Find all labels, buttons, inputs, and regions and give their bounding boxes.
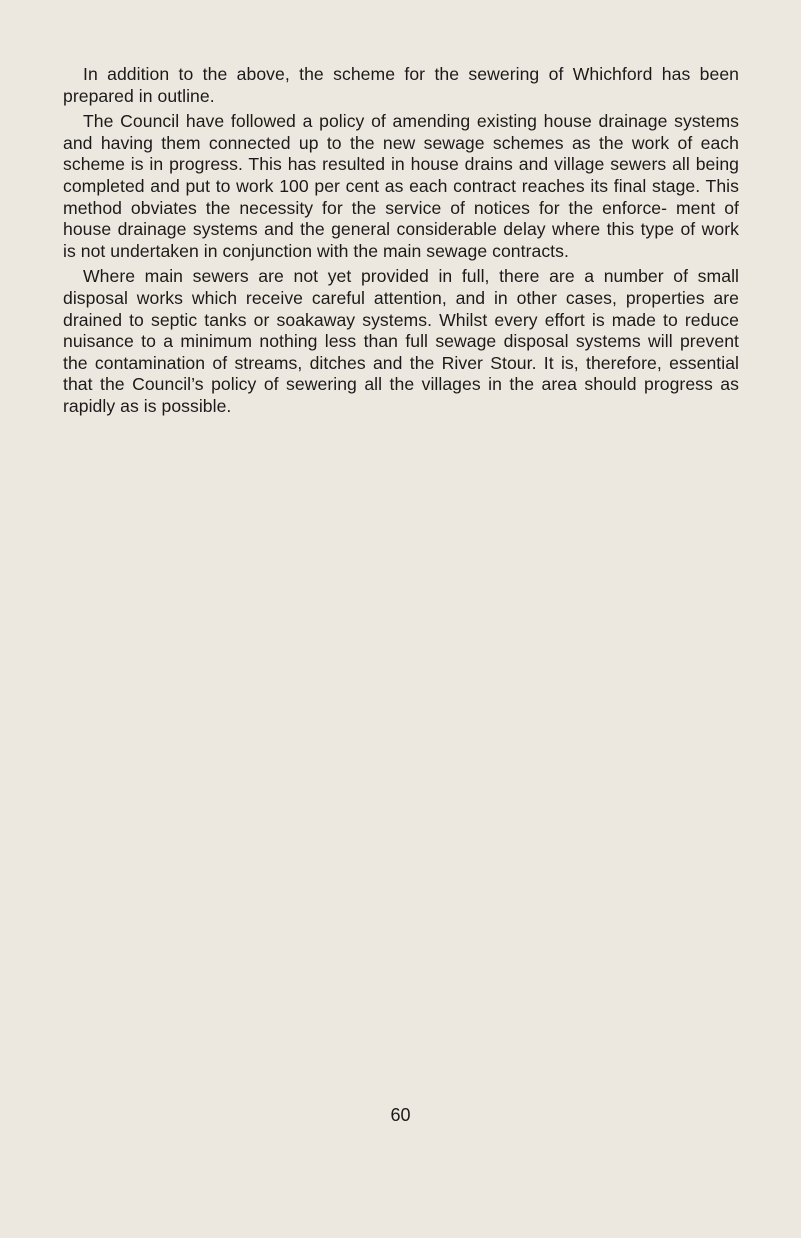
page-number: 60 (390, 1105, 411, 1125)
paragraph-disposal-works: Where main sewers are not yet provided in full, there are a number of small disposal works which receive careful attention, and in other cases, properties are drained to septic tanks or soakaway systems. Whilst every effort is made to reduce nuisance to a minimum nothing less than full sewage disposal systems will prevent the contamination of streams, ditches and the River Stour. It is, therefore, essential that the Council’s policy of sewering all the villages in the area should progress as rapidly as is possible. (63, 266, 739, 416)
paragraph-house-drainage-policy: The Council have followed a policy of amending existing house drainage systems and having them connected up to the new sewage schemes as the work of each scheme is in progress. This has resulted in house drains and village sewers all being completed and put to work 100 per cent as each contract reaches its final stage. This method obviates the necessity for the service of notices for the enforce- ment of house drainage systems and the general considerable delay where this type of work is not undertaken in conjunction with the main sewage contracts. (63, 111, 739, 261)
paragraph-whichford-scheme: In addition to the above, the scheme for the sewering of Whichford has been prepared in outline. (63, 64, 739, 106)
body-text (63, 64, 739, 422)
